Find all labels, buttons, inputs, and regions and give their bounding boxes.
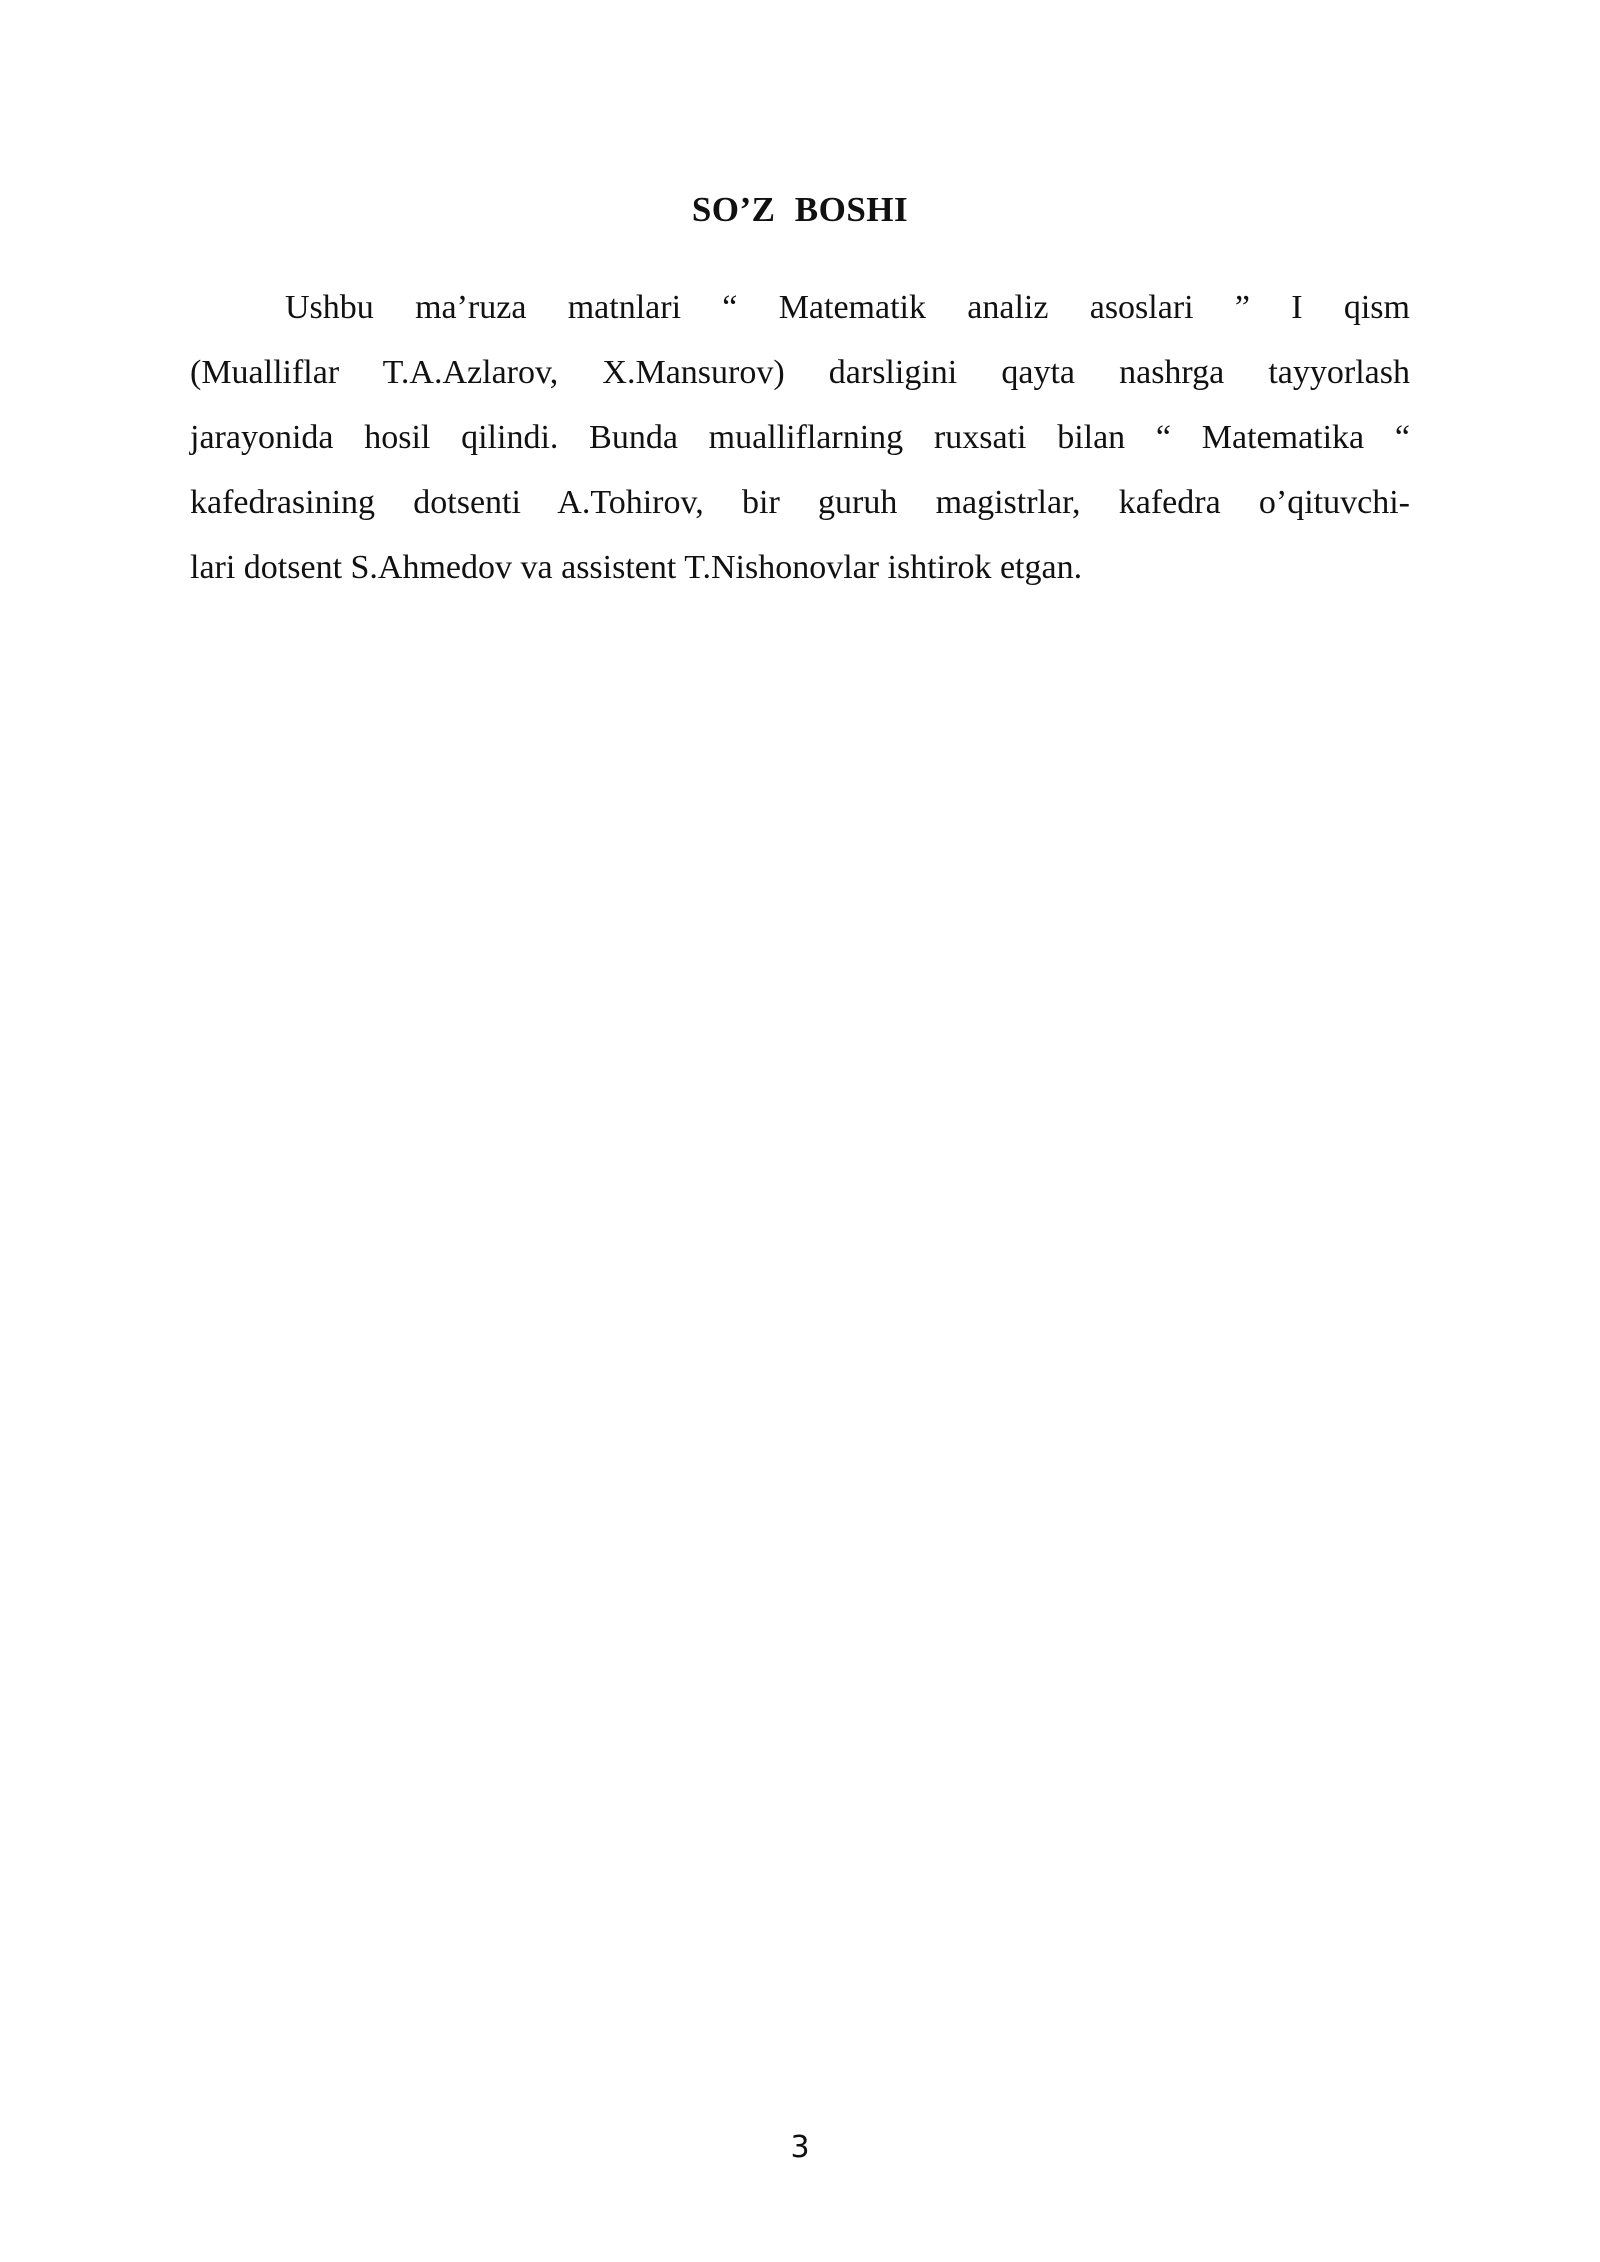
paragraph-line: Ushbu ma’ruza matnlari “ Matematik analiz asoslari ” I qism xyxy=(285,289,1410,326)
paragraph-line: kafedrasining dotsenti A.Tohirov, bir guruh magistrlar, kafedra o’qituvchi- xyxy=(190,484,1410,521)
paragraph-line: (Mualliflar T.A.Azlarov, X.Mansurov) darsligini qayta nashrga tayyorlash xyxy=(190,354,1410,391)
paragraph-line: jarayonida hosil qilindi. Bunda mualliflarning ruxsati bilan “ Matematika “ xyxy=(190,419,1410,456)
preface-paragraph xyxy=(190,275,1410,600)
page-title: SO’Z BOSHI xyxy=(691,190,909,229)
page-number: 3 xyxy=(790,2130,810,2165)
paragraph-line: lari dotsent S.Ahmedov va assistent T.Nishonovlar ishtirok etgan. xyxy=(190,549,1083,586)
